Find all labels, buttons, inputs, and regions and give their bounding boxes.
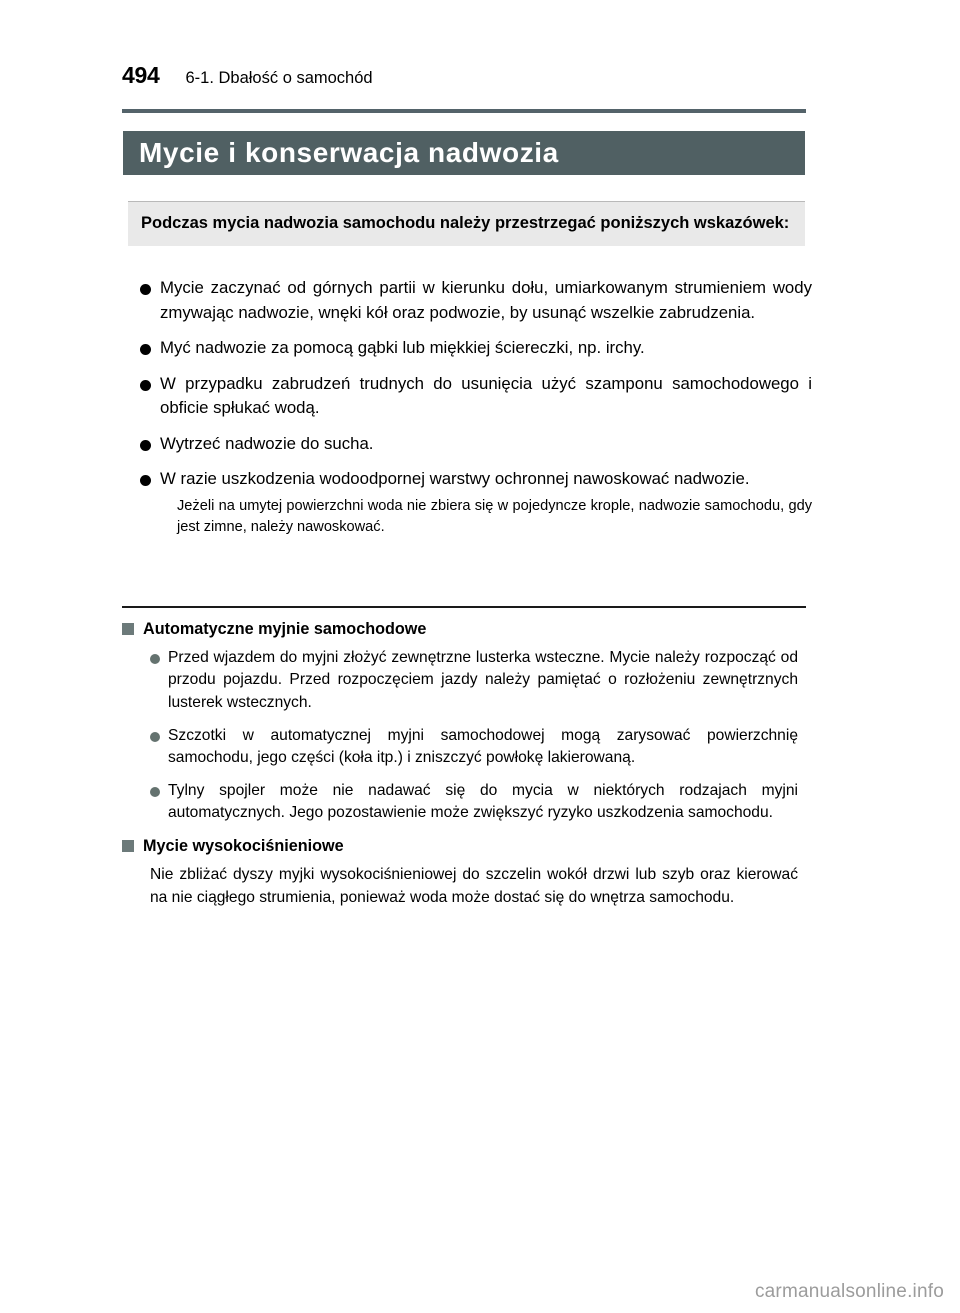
- list-item: [150, 725, 798, 770]
- black-dot-bullet-icon: [140, 380, 151, 391]
- list-item: [140, 467, 812, 539]
- black-dot-bullet-icon: [140, 475, 151, 486]
- black-dot-bullet-icon: [140, 284, 151, 295]
- intro-callout-text: Podczas mycia nadwozia samochodu należy przestrzegać poniższych wskazówek:: [141, 214, 790, 232]
- section-bullet-list: [150, 647, 798, 825]
- list-item-text: Tylny spojler może nie nadawać się do mycia w niektórych rodzajach myjni automatycznych. Jego pozostawienie może zwiększyć ryzyko uszkodzenia samochodu.: [168, 781, 798, 822]
- page-running-header: [122, 62, 806, 89]
- footer-watermark: carmanualsonline.info: [754, 1281, 944, 1302]
- list-item: [140, 276, 812, 325]
- list-item: [140, 336, 812, 361]
- section-heading-text: Mycie wysokociśnieniowe: [143, 836, 344, 855]
- list-item-note: Jeżeli na umytej powierzchni woda nie zbiera się w pojedyncze krople, nadwozie samochodu, gdy jest zimne, należy nawoskować.: [177, 497, 812, 536]
- section-heading: [122, 835, 812, 858]
- sub-sections-container: [122, 618, 812, 913]
- black-dot-bullet-icon: [140, 440, 151, 451]
- list-item: [150, 780, 798, 825]
- section-heading: [122, 618, 812, 641]
- list-item-text: Mycie zaczynać od górnych partii w kierunku dołu, umiarkowanym strumieniem wody zmywając nadwozie, wnęki kół oraz podwozie, by usunąć wszelkie zabrudzenia.: [160, 278, 812, 322]
- square-bullet-icon: [122, 623, 134, 635]
- black-dot-bullet-icon: [140, 344, 151, 355]
- list-item-text: Wytrzeć nadwozie do sucha.: [160, 433, 374, 453]
- section-high-pressure-wash: [122, 835, 812, 910]
- list-item-text: W razie uszkodzenia wodoodpornej warstwy ochronnej nawoskować nadwozie.: [160, 469, 750, 489]
- square-bullet-icon: [122, 840, 134, 852]
- list-item-text: Szczotki w automatycznej myjni samochodowej mogą zarysować powierzchnię samochodu, jego części (koła itp.) i zniszczyć powłokę lakierowaną.: [168, 726, 798, 767]
- chapter-title: Mycie i konserwacja nadwozia: [139, 137, 559, 168]
- list-item: [150, 647, 798, 715]
- section-heading-text: Automatyczne myjnie samochodowe: [143, 620, 427, 638]
- list-item: [140, 372, 812, 421]
- list-item-text: W przypadku zabrudzeń trudnych do usunięcia użyć szamponu samochodowego i obficie spłukać wodą.: [160, 373, 812, 418]
- list-item-text: Myć nadwozie za pomocą gąbki lub miękkiej ściereczki, np. irchy.: [160, 338, 645, 358]
- list-item: [140, 432, 812, 457]
- header-divider-rule: [122, 109, 806, 113]
- section-body-text: Nie zbliżać dyszy myjki wysokociśnieniowej do szczelin wokół drzwi lub szyb oraz kierować na nie ciągłego strumienia, ponieważ woda może dostać się do wnętrza samochodu.: [150, 865, 798, 906]
- section-divider-rule: [122, 606, 806, 608]
- main-instruction-list: [140, 276, 812, 550]
- grey-dot-bullet-icon: [150, 654, 160, 664]
- header-section-title: 6-1. Dbałość o samochód: [185, 69, 373, 87]
- grey-dot-bullet-icon: [150, 787, 160, 797]
- section-automatic-car-wash: [122, 618, 812, 825]
- grey-dot-bullet-icon: [150, 732, 160, 742]
- chapter-title-bar: [123, 131, 805, 175]
- page-number: 494: [122, 62, 160, 88]
- intro-callout-box: [128, 201, 805, 246]
- list-item-text: Przed wjazdem do myjni złożyć zewnętrzne lusterka wsteczne. Mycie należy rozpocząć od przodu pojazdu. Przed rozpoczęciem jazdy należy pamiętać o rozłożeniu zewnętrznych lusterek wstecznych.: [168, 648, 798, 711]
